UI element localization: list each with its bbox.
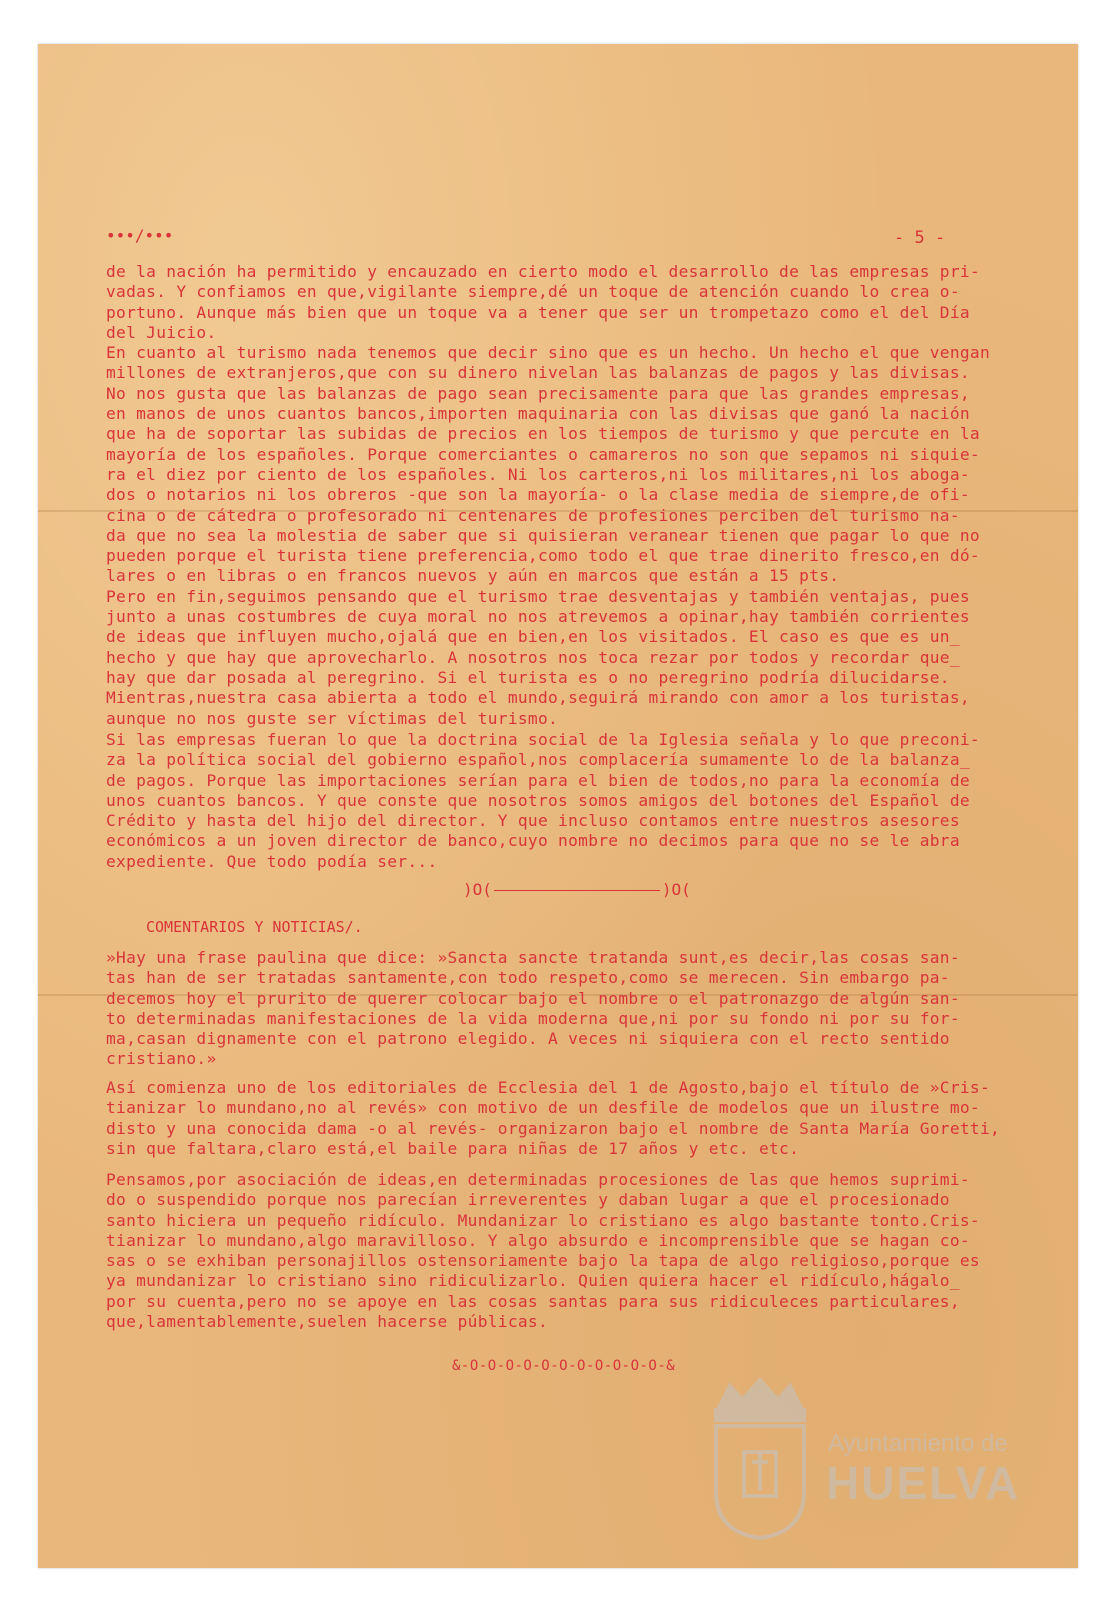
end-ornament: &-O-O-O-O-O-O-O-O-O-O-O-& xyxy=(452,1358,676,1374)
text-line: En cuanto al turismo nada tenemos que decir sino que es un hecho. Un hecho el que vengan xyxy=(106,343,991,363)
text-line: cina o de cátedra o profesorado ni centenares de profesiones perciben del turismo na- xyxy=(106,505,960,525)
text-line: Crédito y hasta del hijo del director. Y que incluso contamos entre nuestros asesores xyxy=(106,811,960,831)
text-line: por su cuenta,pero no se apoye en las cosas santas para sus ridiculeces particulares, xyxy=(106,1291,960,1311)
text-line: de pagos. Porque las importaciones serían para el bien de todos,no para la economía de xyxy=(106,770,970,790)
watermark xyxy=(700,1372,1020,1542)
text-line: to determinadas manifestaciones de la vida moderna que,ni por su fondo ni por su for- xyxy=(106,1008,960,1028)
text-line: Pero en fin,seguimos pensando que el turismo trae desventajas y también ventajas, pues xyxy=(106,586,970,606)
text-line: disto y una conocida dama -o al revés- organizaron bajo el nombre de Santa María Goretti, xyxy=(106,1118,1001,1138)
text-line: No nos gusta que las balanzas de pago sean precisamente para que las grandes empresas, xyxy=(106,383,970,403)
continuation-marker: •••/••• xyxy=(106,226,174,245)
text-line: Mientras,nuestra casa abierta a todo el mundo,seguirá mirando con amor a los turistas, xyxy=(106,688,970,708)
text-line: en manos de unos cuantos bancos,importen maquinaria con las divisas que ganó la nación xyxy=(106,404,970,424)
text-line: portuno. Aunque más bien que un toque va a tener que ser un trompetazo como el del Día xyxy=(106,302,970,322)
text-line: unos cuantos bancos. Y que conste que nosotros somos amigos del botones del Español de xyxy=(106,790,970,810)
text-line: de la nación ha permitido y encauzado en cierto modo el desarrollo de las empresas pri- xyxy=(106,262,980,281)
text-line: pueden porque el turista tiene preferencia,como todo el que trae dinerito fresco,en dó- xyxy=(106,546,980,566)
text-line: tas han de ser tratadas santamente,con todo respeto,como se merecen. Sin embargo pa- xyxy=(106,968,950,988)
watermark-line2: HUELVA xyxy=(826,1457,1021,1509)
text-line: junto a unas costumbres de cuya moral no nos atrevemos a opinar,hay también corrientes xyxy=(106,607,970,627)
text-line: vadas. Y confiamos en que,vigilante siempre,dé un toque de atención cuando lo crea o- xyxy=(106,282,960,302)
text-line: aunque no nos guste ser víctimas del turismo. xyxy=(106,708,559,728)
text-line: Si las empresas fueran lo que la doctrina social de la Iglesia señala y lo que preconi- xyxy=(106,730,980,749)
divider-left: )O( xyxy=(463,880,492,899)
text-line: dos o notarios ni los obreros -que son la mayoría- o la clase media de siempre,de ofi- xyxy=(106,485,970,505)
text-line: que ha de soportar las subidas de precios en los tiempos de turismo y que percute en la xyxy=(106,424,980,444)
divider-rule xyxy=(494,890,660,891)
text-line: da que no sea la molestia de saber que si quisieran veranear tienen que pagar lo que no xyxy=(106,525,980,545)
text-line: do o suspendido porque nos parecían irreverentes y daban lugar a que el procesionado xyxy=(106,1190,950,1210)
quote-block xyxy=(106,948,1026,1070)
watermark-line1: Ayuntamiento de xyxy=(828,1430,1008,1457)
text-line: santo hiciera un pequeño ridículo. Mundanizar lo cristiano es algo bastante tonto.Cris- xyxy=(106,1210,980,1230)
text-line: hecho y que hay que aprovecharlo. A nosotros nos toca rezar por todos y recordar que_ xyxy=(106,647,960,667)
text-line: sin que faltara,claro está,el baile para niñas de 17 años y etc. etc. xyxy=(106,1138,800,1158)
paragraph-block xyxy=(106,1170,1026,1332)
section-heading: COMENTARIOS Y NOTICIAS/. xyxy=(146,918,363,936)
text-line: »Hay una frase paulina que dice: »Sancta sancte tratanda sunt,es decir,las cosas san- xyxy=(106,948,960,967)
page-number: - 5 - xyxy=(894,228,946,248)
text-line: ma,casan dignamente con el patrono elegido. A veces ni siquiera con el recto sentido xyxy=(106,1029,950,1049)
text-line: ya mundanizar lo cristiano sino ridiculizarlo. Quien quiera hacer el ridículo,hágalo_ xyxy=(106,1271,960,1291)
paragraph-block xyxy=(106,730,1026,872)
text-line: del Juicio. xyxy=(106,322,217,342)
text-line: ra el diez por ciento de los españoles. Ni los carteros,ni los militares,ni los aboga- xyxy=(106,464,970,484)
text-line: económicos a un joven director de banco,cuyo nombre no decimos para que no se le abra xyxy=(106,831,960,851)
text-line: expediente. Que todo podía ser... xyxy=(106,851,438,871)
section-divider xyxy=(463,880,691,899)
text-line: tianizar lo mundano,no al revés» con motivo de un desfile de modelos que un ilustre mo- xyxy=(106,1098,980,1118)
text-line: millones de extranjeros,que con su dinero nivelan las balanzas de pagos y las divisas. xyxy=(106,363,970,383)
coat-of-arms-icon xyxy=(700,1372,820,1542)
text-line: sas o se exhiban personajillos ostensoriamente bajo la tapa de algo religioso,porque es xyxy=(106,1251,980,1271)
text-line: de ideas que influyen mucho,ojalá que en bien,en los visitados. El caso es que es un_ xyxy=(106,627,960,647)
text-line: Así comienza uno de los editoriales de Ecclesia del 1 de Agosto,bajo el título de »Cris- xyxy=(106,1078,991,1097)
text-line: cristiano.» xyxy=(106,1049,217,1069)
text-line: lares o en libras o en francos nuevos y aún en marcos que están a 15 pts. xyxy=(106,566,840,586)
text-line: que,lamentablemente,suelen hacerse públicas. xyxy=(106,1312,549,1332)
text-line: Pensamos,por asociación de ideas,en determinadas procesiones de las que hemos suprimi- xyxy=(106,1170,970,1189)
text-line: tianizar lo mundano,algo maravilloso. Y algo absurdo e incomprensible que se hagan co- xyxy=(106,1230,970,1250)
text-line: decemos hoy el prurito de querer colocar bajo el nombre o el patronazgo de algún san- xyxy=(106,988,960,1008)
paragraph-block xyxy=(106,262,1026,729)
text-line: za la política social del gobierno español,nos complacería sumamente lo de la balanza_ xyxy=(106,750,970,770)
text-line: hay que dar posada al peregrino. Si el turista es o no peregrino podría dilucidarse. xyxy=(106,667,950,687)
text-line: mayoría de los españoles. Porque comerciantes o camareros no son que sepamos ni siquie- xyxy=(106,444,980,464)
divider-right: )O( xyxy=(661,880,691,899)
paragraph-block xyxy=(106,1078,1026,1159)
